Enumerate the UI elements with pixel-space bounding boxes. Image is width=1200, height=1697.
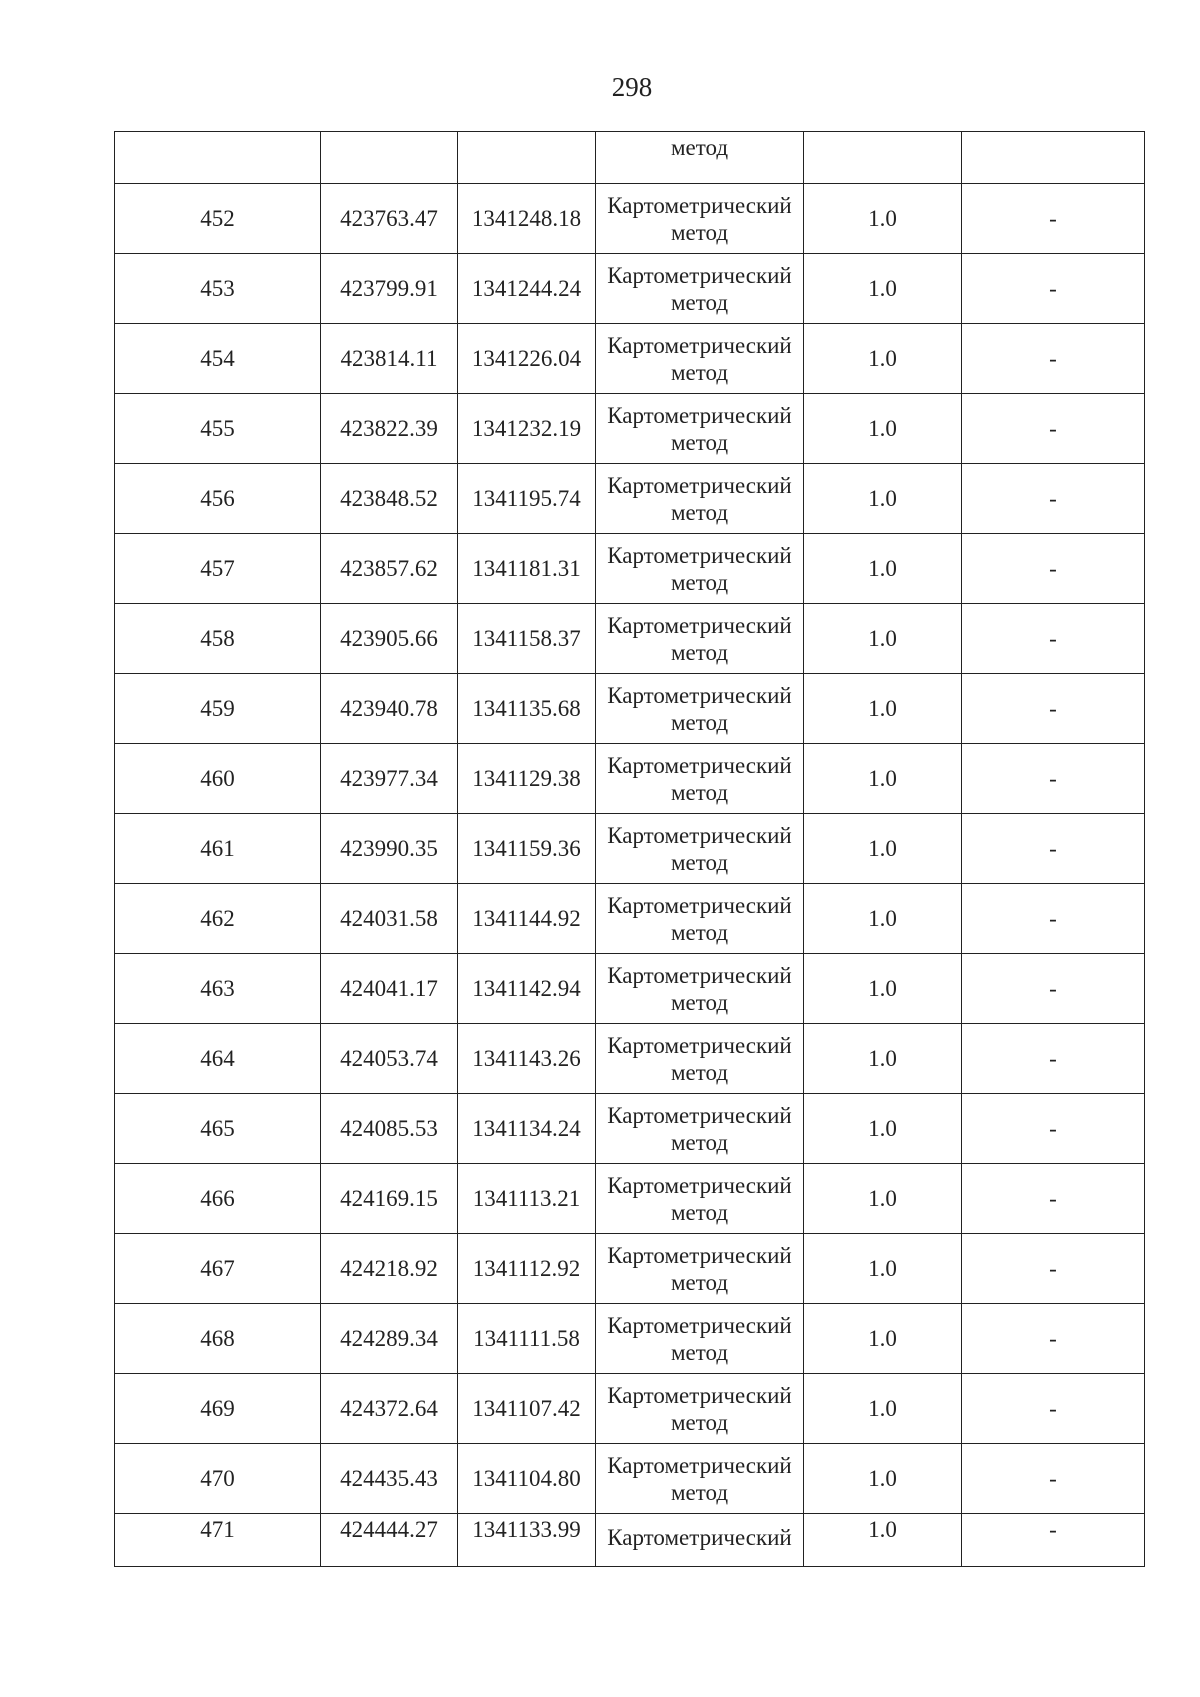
point-number-cell: 463 xyxy=(115,954,321,1024)
method-cell xyxy=(596,1304,804,1374)
method-cell xyxy=(596,884,804,954)
method-line-1: Картометрический xyxy=(607,1452,792,1478)
note-cell: - xyxy=(962,1094,1145,1164)
method-line-2: метод xyxy=(670,919,729,945)
table-row xyxy=(115,884,1145,954)
method-line-1: Картометрический xyxy=(607,192,792,218)
table-row xyxy=(115,1374,1145,1444)
note-cell: - xyxy=(962,1304,1145,1374)
table-row xyxy=(115,254,1145,324)
accuracy-cell: 1.0 xyxy=(804,184,962,254)
note-cell: - xyxy=(962,1234,1145,1304)
method-cell xyxy=(596,534,804,604)
y-coordinate-cell: 1341144.92 xyxy=(458,884,596,954)
y-coordinate-cell: 1341107.42 xyxy=(458,1374,596,1444)
x-coordinate-cell: 423763.47 xyxy=(321,184,458,254)
accuracy-cell: 1.0 xyxy=(804,674,962,744)
note-cell: - xyxy=(962,814,1145,884)
method-line-1: Картометрический xyxy=(607,1312,792,1338)
method-line-1: Картометрический xyxy=(607,892,792,918)
table-row xyxy=(115,394,1145,464)
table-row xyxy=(115,1024,1145,1094)
method-line-1: Картометрический xyxy=(607,1242,792,1268)
method-line-1: Картометрический xyxy=(607,682,792,708)
accuracy-cell: 1.0 xyxy=(804,954,962,1024)
x-coordinate-cell: 424031.58 xyxy=(321,884,458,954)
x-coordinate-cell: 423977.34 xyxy=(321,744,458,814)
method-cell xyxy=(596,464,804,534)
method-line-2: метод xyxy=(670,429,729,455)
point-number-cell: 471 xyxy=(115,1514,321,1567)
accuracy-cell: 1.0 xyxy=(804,464,962,534)
table-row xyxy=(115,1094,1145,1164)
note-cell: - xyxy=(962,1024,1145,1094)
accuracy-cell: 1.0 xyxy=(804,814,962,884)
method-line-2: метод xyxy=(670,1339,729,1365)
y-coordinate-cell: 1341111.58 xyxy=(458,1304,596,1374)
x-coordinate-cell: 423905.66 xyxy=(321,604,458,674)
note-cell: - xyxy=(962,1444,1145,1514)
method-line-1: Картометрический xyxy=(607,962,792,988)
y-coordinate-cell: 1341232.19 xyxy=(458,394,596,464)
method-line-2: метод xyxy=(670,219,729,245)
coordinates-table xyxy=(114,131,1145,1567)
x-coordinate-cell: 423814.11 xyxy=(321,324,458,394)
accuracy-cell: 1.0 xyxy=(804,1094,962,1164)
method-line-2: метод xyxy=(670,989,729,1015)
x-coordinate-cell: 423799.91 xyxy=(321,254,458,324)
point-number-cell: 456 xyxy=(115,464,321,534)
note-cell: - xyxy=(962,1514,1145,1567)
point-number-cell: 461 xyxy=(115,814,321,884)
method-cell xyxy=(596,954,804,1024)
method-line-2: метод xyxy=(670,639,729,665)
method-line-1: Картометрический xyxy=(607,612,792,638)
point-number-cell: 470 xyxy=(115,1444,321,1514)
note-cell: - xyxy=(962,954,1145,1024)
point-number-cell: 459 xyxy=(115,674,321,744)
accuracy-cell: 1.0 xyxy=(804,1234,962,1304)
table-row xyxy=(115,324,1145,394)
x-coordinate-cell: 424444.27 xyxy=(321,1514,458,1567)
method-cell xyxy=(596,1444,804,1514)
note-cell: - xyxy=(962,1164,1145,1234)
method-cell xyxy=(596,814,804,884)
method-cell xyxy=(596,1094,804,1164)
point-number-cell: 457 xyxy=(115,534,321,604)
table-row xyxy=(115,1234,1145,1304)
accuracy-cell xyxy=(804,132,962,184)
x-coordinate-cell xyxy=(321,132,458,184)
point-number-cell: 468 xyxy=(115,1304,321,1374)
method-line-2: метод xyxy=(670,359,729,385)
method-cell xyxy=(596,394,804,464)
x-coordinate-cell: 423990.35 xyxy=(321,814,458,884)
method-cell: метод xyxy=(596,132,804,184)
method-cell xyxy=(596,604,804,674)
method-line-1: Картометрический xyxy=(607,332,792,358)
x-coordinate-cell: 424435.43 xyxy=(321,1444,458,1514)
y-coordinate-cell: 1341142.94 xyxy=(458,954,596,1024)
point-number-cell: 458 xyxy=(115,604,321,674)
y-coordinate-cell: 1341129.38 xyxy=(458,744,596,814)
y-coordinate-cell: 1341181.31 xyxy=(458,534,596,604)
point-number-cell: 454 xyxy=(115,324,321,394)
method-cell xyxy=(596,324,804,394)
y-coordinate-cell: 1341226.04 xyxy=(458,324,596,394)
note-cell: - xyxy=(962,324,1145,394)
method-line-2: метод xyxy=(670,499,729,525)
method-cell xyxy=(596,674,804,744)
note-cell: - xyxy=(962,674,1145,744)
point-number-cell: 469 xyxy=(115,1374,321,1444)
note-cell: - xyxy=(962,184,1145,254)
y-coordinate-cell: 1341143.26 xyxy=(458,1024,596,1094)
method-line-1: Картометрический xyxy=(607,1382,792,1408)
x-coordinate-cell: 423822.39 xyxy=(321,394,458,464)
point-number-cell: 462 xyxy=(115,884,321,954)
x-coordinate-cell: 423940.78 xyxy=(321,674,458,744)
table-row xyxy=(115,954,1145,1024)
table-row xyxy=(115,604,1145,674)
point-number-cell: 464 xyxy=(115,1024,321,1094)
continuation-row xyxy=(115,132,1145,184)
method-line-2: метод xyxy=(670,569,729,595)
accuracy-cell: 1.0 xyxy=(804,884,962,954)
point-number-cell: 460 xyxy=(115,744,321,814)
note-cell: - xyxy=(962,464,1145,534)
method-line-1: Картометрический xyxy=(607,262,792,288)
accuracy-cell: 1.0 xyxy=(804,394,962,464)
note-cell xyxy=(962,132,1145,184)
method-line-1: Картометрический xyxy=(607,472,792,498)
x-coordinate-cell: 424169.15 xyxy=(321,1164,458,1234)
x-coordinate-cell: 424289.34 xyxy=(321,1304,458,1374)
method-line-2: метод xyxy=(670,1409,729,1435)
method-line-2: метод xyxy=(670,289,729,315)
point-number-cell: 453 xyxy=(115,254,321,324)
y-coordinate-cell: 1341133.99 xyxy=(458,1514,596,1567)
accuracy-cell: 1.0 xyxy=(804,324,962,394)
method-cell xyxy=(596,254,804,324)
method-cell xyxy=(596,1164,804,1234)
point-number-cell: 452 xyxy=(115,184,321,254)
y-coordinate-cell: 1341112.92 xyxy=(458,1234,596,1304)
accuracy-cell: 1.0 xyxy=(804,1164,962,1234)
note-cell: - xyxy=(962,534,1145,604)
x-coordinate-cell: 424041.17 xyxy=(321,954,458,1024)
table-row xyxy=(115,184,1145,254)
table-row xyxy=(115,814,1145,884)
method-line-2: метод xyxy=(670,779,729,805)
accuracy-cell: 1.0 xyxy=(804,744,962,814)
note-cell: - xyxy=(962,254,1145,324)
y-coordinate-cell xyxy=(458,132,596,184)
accuracy-cell: 1.0 xyxy=(804,1514,962,1567)
method-cell xyxy=(596,184,804,254)
y-coordinate-cell: 1341248.18 xyxy=(458,184,596,254)
method-cell: Картометрический xyxy=(596,1514,804,1567)
point-number-cell: 465 xyxy=(115,1094,321,1164)
accuracy-cell: 1.0 xyxy=(804,604,962,674)
table-row xyxy=(115,534,1145,604)
accuracy-cell: 1.0 xyxy=(804,1304,962,1374)
y-coordinate-cell: 1341195.74 xyxy=(458,464,596,534)
table-row xyxy=(115,464,1145,534)
y-coordinate-cell: 1341104.80 xyxy=(458,1444,596,1514)
table-row xyxy=(115,674,1145,744)
x-coordinate-cell: 424218.92 xyxy=(321,1234,458,1304)
method-line-1: Картометрический xyxy=(607,1032,792,1058)
note-cell: - xyxy=(962,604,1145,674)
page-number: 298 xyxy=(611,72,653,102)
method-line-1: Картометрический xyxy=(607,402,792,428)
table-row xyxy=(115,1304,1145,1374)
method-line-2: метод xyxy=(670,709,729,735)
note-cell: - xyxy=(962,884,1145,954)
method-line-1: Картометрический xyxy=(607,542,792,568)
method-cell xyxy=(596,1024,804,1094)
point-number-cell: 455 xyxy=(115,394,321,464)
accuracy-cell: 1.0 xyxy=(804,1444,962,1514)
method-line-2: метод xyxy=(670,1059,729,1085)
x-coordinate-cell: 423848.52 xyxy=(321,464,458,534)
method-cell xyxy=(596,1374,804,1444)
note-cell: - xyxy=(962,744,1145,814)
accuracy-cell: 1.0 xyxy=(804,254,962,324)
y-coordinate-cell: 1341244.24 xyxy=(458,254,596,324)
method-line-2: метод xyxy=(670,1269,729,1295)
method-line-1: Картометрический xyxy=(607,1172,792,1198)
table-row xyxy=(115,1164,1145,1234)
method-line-2: метод xyxy=(670,849,729,875)
point-number-cell: 466 xyxy=(115,1164,321,1234)
note-cell: - xyxy=(962,394,1145,464)
method-cell xyxy=(596,744,804,814)
y-coordinate-cell: 1341113.21 xyxy=(458,1164,596,1234)
point-number-cell: 467 xyxy=(115,1234,321,1304)
method-line-2: метод xyxy=(670,1129,729,1155)
table-row xyxy=(115,1444,1145,1514)
table-row xyxy=(115,744,1145,814)
method-line-1: Картометрический xyxy=(607,1102,792,1128)
method-line-2: метод xyxy=(670,1199,729,1225)
x-coordinate-cell: 424053.74 xyxy=(321,1024,458,1094)
x-coordinate-cell: 423857.62 xyxy=(321,534,458,604)
method-line-1: Картометрический xyxy=(607,752,792,778)
table-row xyxy=(115,1514,1145,1567)
y-coordinate-cell: 1341159.36 xyxy=(458,814,596,884)
method-cell xyxy=(596,1234,804,1304)
accuracy-cell: 1.0 xyxy=(804,1024,962,1094)
x-coordinate-cell: 424085.53 xyxy=(321,1094,458,1164)
method-line-2: метод xyxy=(670,1479,729,1505)
y-coordinate-cell: 1341134.24 xyxy=(458,1094,596,1164)
accuracy-cell: 1.0 xyxy=(804,534,962,604)
y-coordinate-cell: 1341135.68 xyxy=(458,674,596,744)
x-coordinate-cell: 424372.64 xyxy=(321,1374,458,1444)
accuracy-cell: 1.0 xyxy=(804,1374,962,1444)
point-number-cell xyxy=(115,132,321,184)
note-cell: - xyxy=(962,1374,1145,1444)
y-coordinate-cell: 1341158.37 xyxy=(458,604,596,674)
method-line-1: Картометрический xyxy=(607,822,792,848)
